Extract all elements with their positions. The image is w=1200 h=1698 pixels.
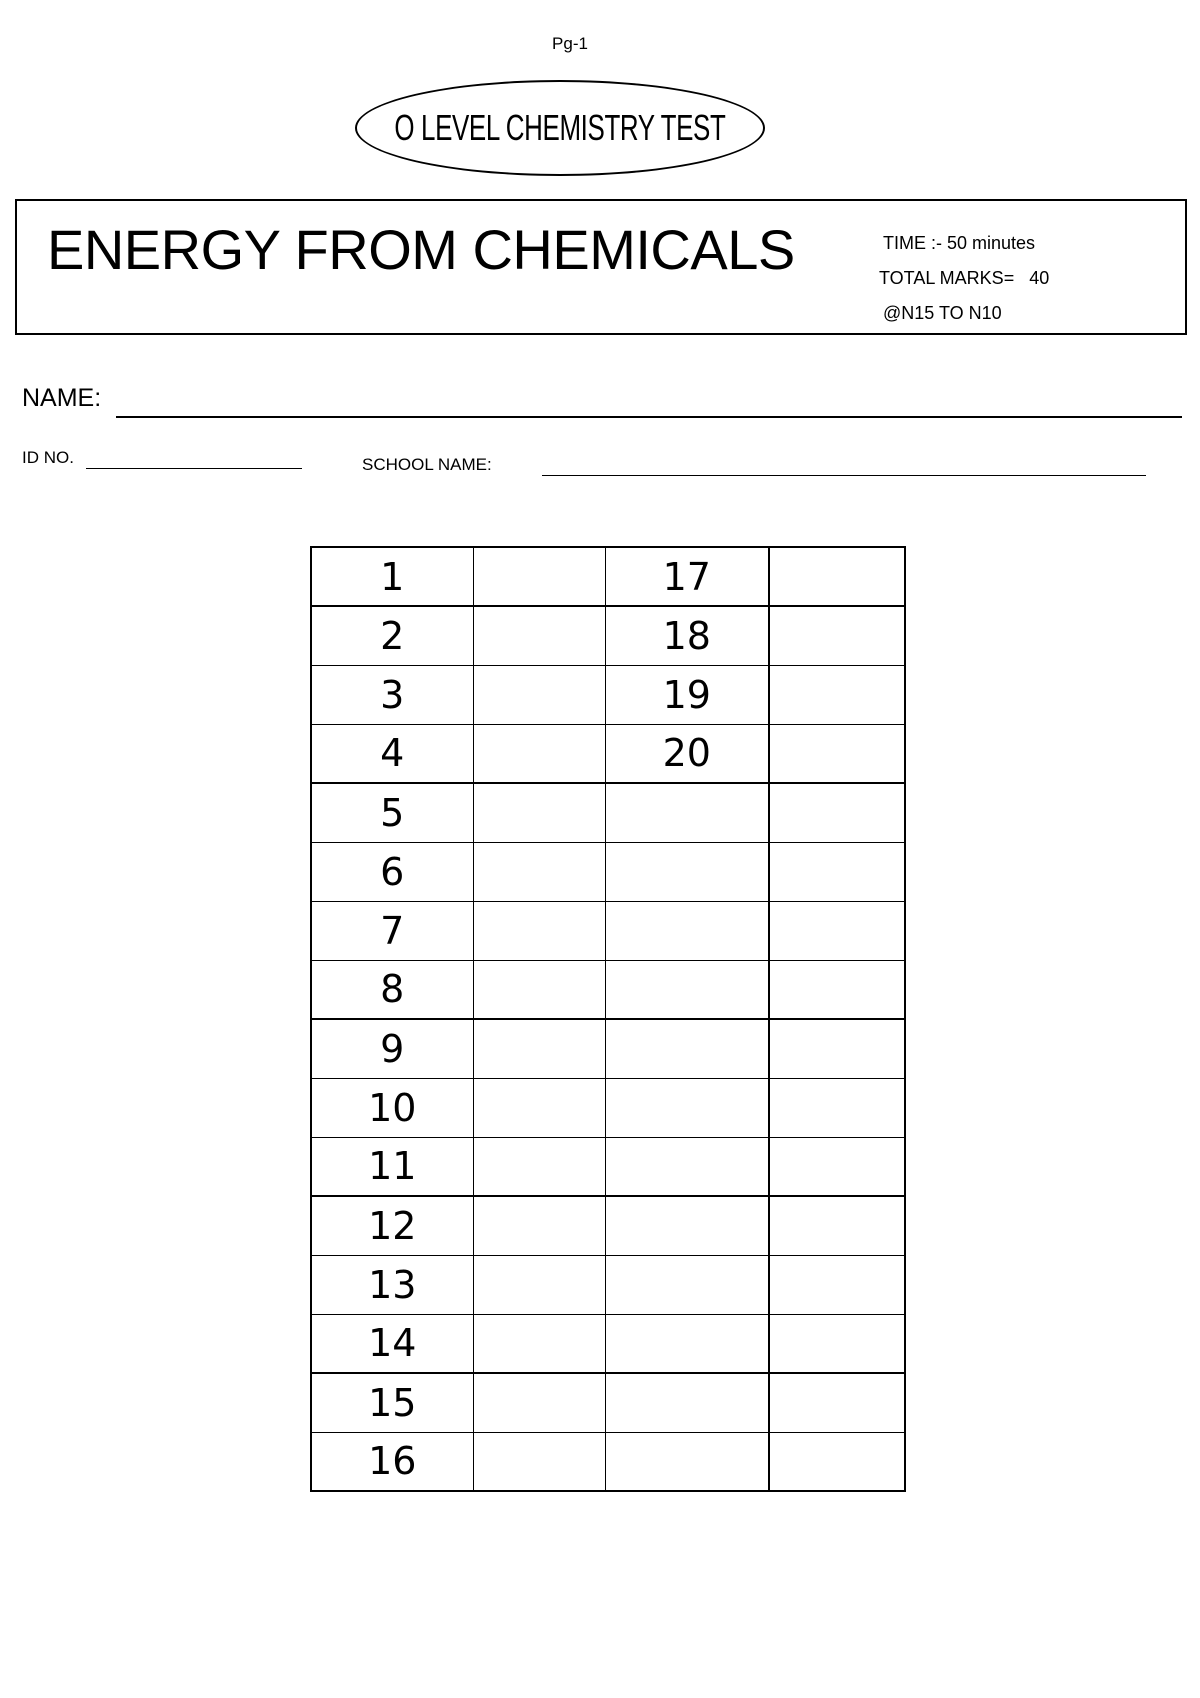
question-number <box>605 842 769 901</box>
answer-row <box>311 724 905 783</box>
answer-cell[interactable] <box>473 724 605 783</box>
answer-cell[interactable] <box>473 1196 605 1255</box>
answer-cell[interactable] <box>769 1019 905 1078</box>
total-marks-info <box>879 268 1049 289</box>
answer-cell[interactable] <box>473 901 605 960</box>
question-number <box>605 1078 769 1137</box>
question-number <box>605 783 769 842</box>
answer-cell[interactable] <box>769 1137 905 1196</box>
answer-cell[interactable] <box>769 960 905 1019</box>
page-title: ENERGY FROM CHEMICALS <box>47 218 795 281</box>
test-type-oval <box>355 80 765 176</box>
question-number: 3 <box>311 665 473 724</box>
name-row <box>22 384 1182 424</box>
answer-cell[interactable] <box>473 547 605 606</box>
answer-row <box>311 1078 905 1137</box>
question-number: 10 <box>311 1078 473 1137</box>
title-box <box>15 199 1187 335</box>
question-number <box>605 1432 769 1491</box>
answer-cell[interactable] <box>769 724 905 783</box>
test-type-label: O LEVEL CHEMISTRY TEST <box>394 107 726 148</box>
answer-row <box>311 901 905 960</box>
answer-row <box>311 960 905 1019</box>
answer-cell[interactable] <box>769 1078 905 1137</box>
total-marks-value: 40 <box>1029 268 1050 288</box>
question-number: 13 <box>311 1255 473 1314</box>
school-name-label: SCHOOL NAME: <box>362 455 492 474</box>
question-number <box>605 1196 769 1255</box>
answer-cell[interactable] <box>473 1137 605 1196</box>
question-number <box>605 1314 769 1373</box>
question-number: 17 <box>605 547 769 606</box>
id-line[interactable] <box>86 468 302 469</box>
question-number <box>605 901 769 960</box>
question-number: 6 <box>311 842 473 901</box>
answer-row <box>311 842 905 901</box>
answer-cell[interactable] <box>769 547 905 606</box>
question-number: 16 <box>311 1432 473 1491</box>
question-number <box>605 960 769 1019</box>
answer-cell[interactable] <box>473 960 605 1019</box>
answer-cell[interactable] <box>769 783 905 842</box>
answer-row <box>311 606 905 665</box>
name-line[interactable] <box>116 416 1182 418</box>
question-number: 15 <box>311 1373 473 1432</box>
answer-cell[interactable] <box>769 1432 905 1491</box>
answer-cell[interactable] <box>473 606 605 665</box>
answer-row <box>311 1196 905 1255</box>
question-number: 4 <box>311 724 473 783</box>
name-label: NAME: <box>22 384 102 412</box>
answer-row <box>311 1373 905 1432</box>
school-name-line[interactable] <box>542 475 1146 476</box>
answer-row <box>311 665 905 724</box>
question-number: 20 <box>605 724 769 783</box>
answer-row <box>311 783 905 842</box>
answer-row <box>311 1019 905 1078</box>
question-number: 19 <box>605 665 769 724</box>
question-number <box>605 1019 769 1078</box>
answer-cell[interactable] <box>473 1373 605 1432</box>
range-info: @N15 TO N10 <box>883 303 1002 323</box>
answer-row <box>311 1432 905 1491</box>
answer-row <box>311 1314 905 1373</box>
answer-cell[interactable] <box>473 1314 605 1373</box>
question-number <box>605 1255 769 1314</box>
question-number <box>605 1137 769 1196</box>
question-number: 9 <box>311 1019 473 1078</box>
question-number: 11 <box>311 1137 473 1196</box>
answer-cell[interactable] <box>769 1373 905 1432</box>
question-number: 1 <box>311 547 473 606</box>
answer-cell[interactable] <box>769 842 905 901</box>
answer-cell[interactable] <box>473 1078 605 1137</box>
total-marks-label: TOTAL MARKS= <box>879 268 1015 288</box>
answer-cell[interactable] <box>473 1432 605 1491</box>
answer-cell[interactable] <box>473 842 605 901</box>
answer-cell[interactable] <box>473 1019 605 1078</box>
answer-row <box>311 1137 905 1196</box>
id-label: ID NO. <box>22 448 74 467</box>
time-info: TIME :- 50 minutes <box>883 233 1036 253</box>
question-number <box>605 1373 769 1432</box>
question-number: 8 <box>311 960 473 1019</box>
answer-cell[interactable] <box>473 783 605 842</box>
answer-row <box>311 547 905 606</box>
answer-cell[interactable] <box>769 665 905 724</box>
answer-cell[interactable] <box>473 665 605 724</box>
answer-cell[interactable] <box>769 1196 905 1255</box>
question-number: 2 <box>311 606 473 665</box>
answer-row <box>311 1255 905 1314</box>
question-number: 14 <box>311 1314 473 1373</box>
answer-cell[interactable] <box>769 606 905 665</box>
question-number: 12 <box>311 1196 473 1255</box>
answer-grid <box>310 546 906 1492</box>
page-number: Pg-1 <box>552 34 588 53</box>
question-number: 5 <box>311 783 473 842</box>
question-number: 7 <box>311 901 473 960</box>
answer-cell[interactable] <box>769 901 905 960</box>
answer-cell[interactable] <box>769 1255 905 1314</box>
answer-cell[interactable] <box>473 1255 605 1314</box>
answer-cell[interactable] <box>769 1314 905 1373</box>
question-number: 18 <box>605 606 769 665</box>
